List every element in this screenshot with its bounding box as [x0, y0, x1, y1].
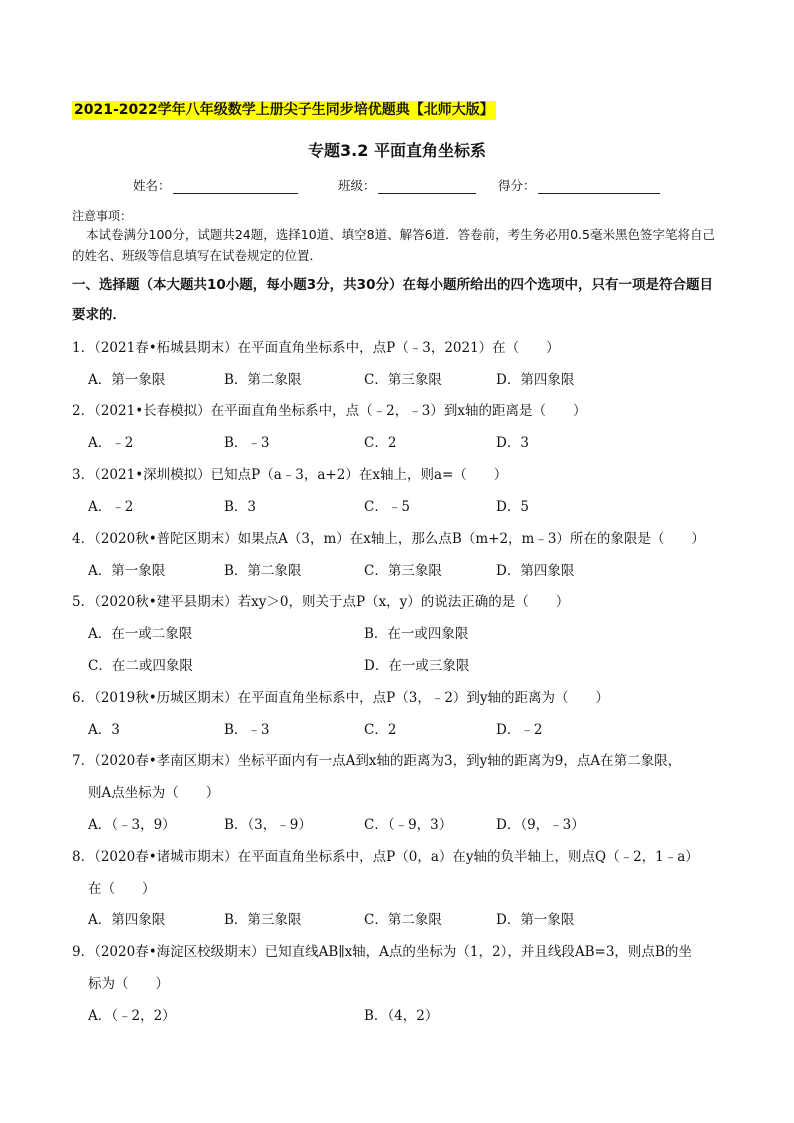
question-8-option-d[interactable]: D．第一象限 — [496, 912, 575, 928]
question-8-stem-cont: 在（ ） — [88, 881, 156, 897]
question-7-option-c[interactable]: C．（﹣9，3） — [364, 817, 453, 833]
question-9-stem: 9．（2020春•海淀区校级期末）已知直线AB∥x轴，A点的坐标为（1，2），并且线段AB=3，则点B的坐 — [72, 944, 692, 960]
question-9-option-a[interactable]: A．（﹣2，2） — [88, 1008, 176, 1024]
question-1-stem: 1．（2021春•柘城县期末）在平面直角坐标系中，点P（﹣3，2021）在（ ） — [72, 340, 560, 356]
question-6-option-c[interactable]: C．2 — [364, 722, 397, 738]
question-5-stem: 5．（2020秋•建平县期末）若xy＞0，则关于点P（x，y）的说法正确的是（ ） — [72, 594, 570, 610]
question-7-option-d[interactable]: D．（9，﹣3） — [496, 817, 585, 833]
question-4-option-d[interactable]: D．第四象限 — [496, 563, 575, 579]
score-label: 得分： — [498, 178, 536, 193]
question-3-option-b[interactable]: B．3 — [224, 499, 257, 515]
question-3-option-c[interactable]: C．﹣5 — [364, 499, 410, 515]
class-blank[interactable] — [378, 180, 476, 194]
question-4-stem: 4．（2020秋•普陀区期末）如果点A（3，m）在x轴上，那么点B（m+2，m﹣3）所在的象限是（ ） — [72, 531, 705, 547]
question-8-option-a[interactable]: A．第四象限 — [88, 912, 166, 928]
question-6-option-d[interactable]: D．﹣2 — [496, 722, 543, 738]
question-7-option-a[interactable]: A．（﹣3，9） — [88, 817, 176, 833]
question-2-option-b[interactable]: B．﹣3 — [224, 435, 270, 451]
question-2-option-a[interactable]: A．﹣2 — [88, 435, 134, 451]
question-3-option-a[interactable]: A．﹣2 — [88, 499, 134, 515]
class-label: 班级： — [338, 178, 376, 193]
question-7-stem-cont: 则A点坐标为（ ） — [88, 785, 220, 801]
score-field — [498, 176, 660, 194]
question-4-option-c[interactable]: C．第三象限 — [364, 563, 442, 579]
question-3-option-d[interactable]: D．5 — [496, 499, 529, 515]
question-8-option-b[interactable]: B．第三象限 — [224, 912, 302, 928]
question-6-option-b[interactable]: B．﹣3 — [224, 722, 270, 738]
question-2-option-d[interactable]: D．3 — [496, 435, 529, 451]
question-4-option-b[interactable]: B．第二象限 — [224, 563, 302, 579]
notes-body: 本试卷满分100分，试题共24题，选择10道、填空8道、解答6道．答卷前，考生务必用0.5毫米黑色签字笔将自己的姓名、班级等信息填写在试卷规定的位置． — [72, 227, 715, 263]
question-7-stem: 7．（2020春•孝南区期末）坐标平面内有一点A到x轴的距离为3，到y轴的距离为9，点A在第二象限， — [72, 753, 682, 769]
question-8-stem: 8．（2020春•诸城市期末）在平面直角坐标系中，点P（0，a）在y轴的负半轴上，则点Q（﹣2，1﹣a） — [72, 849, 699, 865]
question-4-option-a[interactable]: A．第一象限 — [88, 563, 166, 579]
notes-title: 注意事项： — [72, 209, 133, 223]
question-9-stem-cont: 标为（ ） — [88, 976, 169, 992]
score-blank[interactable] — [538, 180, 660, 194]
question-1-option-c[interactable]: C．第三象限 — [364, 372, 442, 388]
name-blank[interactable] — [173, 180, 298, 194]
question-6-stem: 6．（2019秋•历城区期末）在平面直角坐标系中，点P（3，﹣2）到y轴的距离为（ ） — [72, 690, 610, 706]
question-1-option-d[interactable]: D．第四象限 — [496, 372, 575, 388]
section-heading: 一、选择题（本大题共10小题，每小题3分，共30分）在每小题所给出的四个选项中，只有一项是符合题目要求的． — [72, 277, 713, 323]
question-5-option-d[interactable]: D．在一或三象限 — [364, 658, 470, 674]
question-2-stem: 2．（2021•长春模拟）在平面直角坐标系中，点（﹣2，﹣3）到x轴的距离是（ ） — [72, 403, 587, 419]
question-5-option-a[interactable]: A．在一或二象限 — [88, 626, 193, 642]
question-1-option-b[interactable]: B．第二象限 — [224, 372, 302, 388]
page-title: 专题3.2 平面直角坐标系 — [308, 141, 486, 160]
name-label: 姓名： — [133, 178, 171, 193]
question-1-option-a[interactable]: A．第一象限 — [88, 372, 166, 388]
question-8-option-c[interactable]: C．第二象限 — [364, 912, 442, 928]
question-7-option-b[interactable]: B．（3，﹣9） — [224, 817, 312, 833]
question-9-option-b[interactable]: B．（4，2） — [364, 1008, 439, 1024]
header-banner: 2021-2022学年八年级数学上册尖子生同步培优题典【北师大版】 — [74, 102, 494, 118]
question-6-option-a[interactable]: A．3 — [88, 722, 120, 738]
class-field — [338, 176, 476, 194]
question-2-option-c[interactable]: C．2 — [364, 435, 397, 451]
question-3-stem: 3．（2021•深圳模拟）已知点P（a﹣3，a+2）在x轴上，则a=（ ） — [72, 467, 508, 483]
question-5-option-c[interactable]: C．在二或四象限 — [88, 658, 193, 674]
question-5-option-b[interactable]: B．在一或四象限 — [364, 626, 469, 642]
name-field — [133, 176, 298, 194]
